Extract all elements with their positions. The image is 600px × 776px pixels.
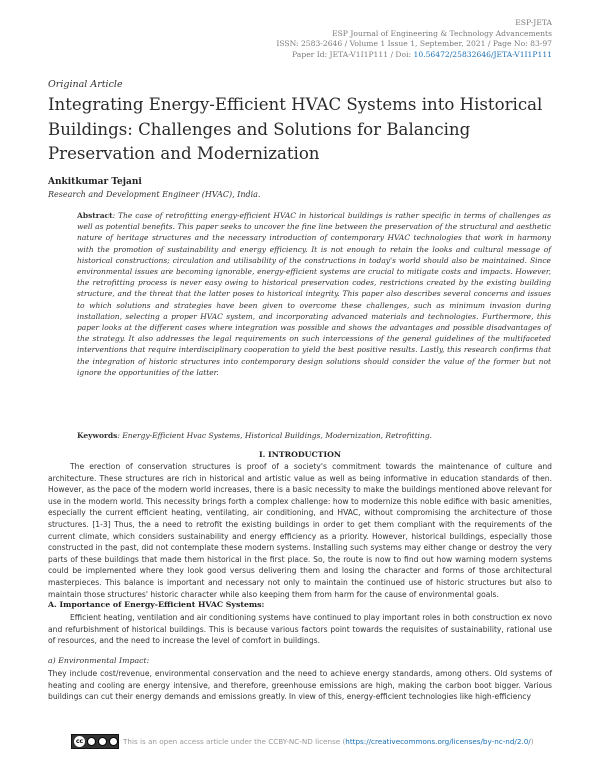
journal-name: ESP Journal of Engineering & Technology Advancements [332, 28, 552, 38]
subsubsection-heading-environmental: a) Environmental Impact: [48, 656, 150, 665]
license-text: This is an open access article under the CCBY-NC-ND license (https://creativecommons.org/licenses/by-nc-nd/2.0/) [123, 737, 534, 746]
author-affiliation: Research and Development Engineer (HVAC), India. [48, 190, 261, 199]
nc-icon [98, 737, 107, 746]
article-type: Original Article [48, 79, 123, 90]
issn-line: ISSN: 2583-2646 / Volume 1 Issue 1, September, 2021 / Page No: 83-97 [276, 39, 552, 49]
nd-icon [109, 737, 118, 746]
intro-paragraph: The erection of conservation structures is proof of a society's commitment towards the maintenance of culture and architecture. These structures are rich in historical and artistic value as well as being informative in education standards of then. However, as the pace of the modern world increases, there is a basic necessity to make the buildings mentioned above relevant for use in the modern world. This necessity brings forth a complex challenge: how to modernize this noble edifice with basic amenities, especially the current efficient heating, ventilating, air conditioning, and HVAC, without compromising the architecture of those structures. [1-3] Thus, the a need to retrofit the existing buildings in order to get them compliant with the requirements of the current climate, which considers sustainability and energy efficiency as a priority. However, historical buildings, especially those constructed in the past, did not contemplate these modern systems. Installing such systems may either change or destroy the very parts of these buildings that made them historical in the first place. So, the route is now to find out how warning modern systems could be implemented where they look good versus delivering them and losing the character and forms of those architectural masterpieces. This balance is important and necessary not only to maintain the continued use of historic structures but also to maintain those structures' historic character while also keeping them from harm for the cause of environmental goals. [48, 462, 552, 599]
keywords-text: : Energy-Efficient Hvac Systems, Historical Buildings, Modernization, Retrofitting. [117, 431, 433, 440]
keywords-label: Keywords [77, 431, 118, 440]
cc-license-badge[interactable] [71, 734, 119, 749]
abstract [77, 210, 551, 378]
license-footer [71, 734, 534, 749]
author-name: Ankitkumar Tejani [48, 177, 142, 187]
doi-link[interactable]: 10.56472/25832646/JETA-V1I1P111 [413, 49, 552, 59]
section-heading-introduction: I. INTRODUCTION [258, 450, 342, 459]
journal-code: ESP-JETA [515, 18, 552, 27]
abstract-label: Abstract [77, 211, 113, 220]
keywords [77, 431, 432, 440]
importance-paragraph: Efficient heating, ventilation and air conditioning systems have continued to play important roles in both construction ex novo and refurbishment of historical buildings. This is because various factors point towards the requisites of sustainability, rational use of resources, and the need to increase the level of comfort in buildings. [48, 613, 552, 646]
cc-icon: cc [75, 738, 84, 745]
environmental-paragraph: They include cost/revenue, environmental conservation and the need to achieve energy standards, among others. Old systems of heating and cooling are energy intensive, and therefore, greenhouse emissions are high, making the carbon boot bigger. Various buildings can cut their energy demands and emissions greatly. In view of this, energy-efficient technologies like high-efficiency [48, 669, 552, 702]
abstract-text: : The case of retrofitting energy-efficient HVAC in historical buildings is rather specific in terms of challenges as well as potential benefits. This paper seeks to uncover the fine line between the preservation of the structural and aesthetic nature of heritage structures and the necessary introduction of contemporary HVAC technologies that work in harmony with the promotion of sustainability and energy efficiency. It is not enough to retain the looks and cultural message of historical constructions; circulation and utilisability of the constructions in today's world should also be maintained. Since environmental issues are becoming ignorable, energy-efficient systems are crucial to mitigate costs and impacts. However, the retrofitting process is never easy owing to historical preservation codes, restrictions created by the existing building structure, and the threat that the latter poses to historical integrity. This paper also describes several concerns and issues to which solutions and strategies have been given to overcome these challenges, such as minimum invasion during installation, selecting a proper HVAC system, and incorporating advanced materials and technologies. Furthermore, this paper looks at the different cases where integration was possible and shows the advantages and possible disadvantages of the strategy. It also addresses the legal requirements on such intercessions of the general guidelines of the multifaceted interventions that require interdisciplinary cooperation to yield the best positive results. Lastly, this research confirms that the integration of historic structures into contemporary design solutions should consider the value of the former but not ignore the opportunities of the latter. [77, 211, 551, 377]
paper-id-line [276, 50, 552, 61]
paper-id: Paper Id: JETA-V1I1P111 / Doi: [292, 49, 414, 59]
license-link[interactable]: https://creativecommons.org/licenses/by-nc-nd/2.0/ [345, 737, 531, 746]
journal-header [276, 18, 552, 60]
subsection-heading-importance: A. Importance of Energy-Efficient HVAC Systems: [48, 600, 265, 609]
by-icon [87, 737, 96, 746]
paper-title: Integrating Energy-Efficient HVAC Systems into Historical Buildings: Challenges and Solutions for Balancing Preservation and Modernization [48, 95, 543, 163]
